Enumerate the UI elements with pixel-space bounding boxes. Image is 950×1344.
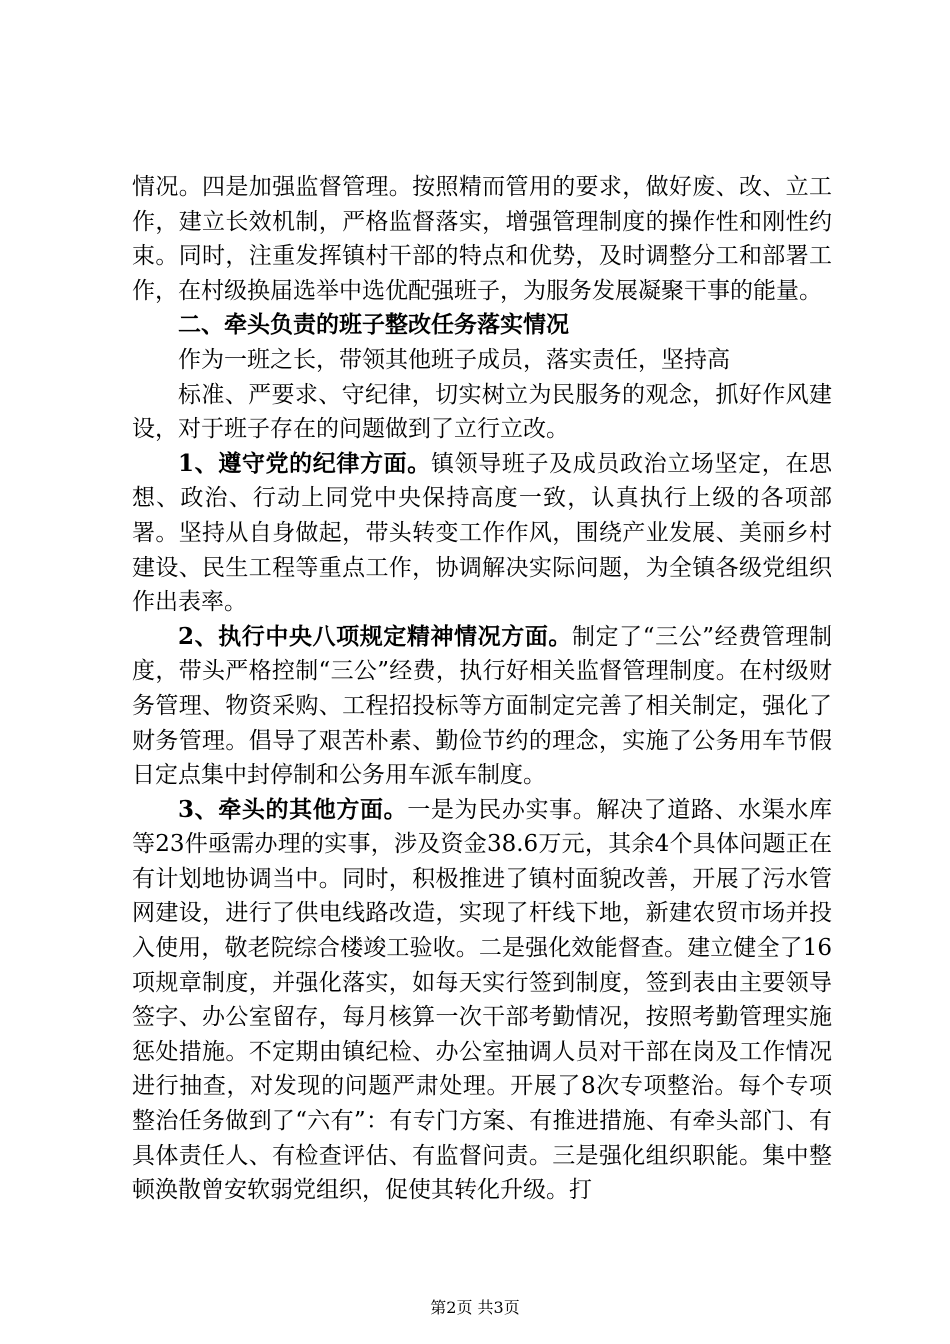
subsection-body-other-aspects: 一是为民办实事。解决了道路、水渠水库等23件亟需办理的实事，涉及资金38.6万元，其余4个具体问题正在有计划地协调当中。同时，积极推进了镇村面貌改善，开展了污水管网建设，进行了供电线路改造，实现了杆线下地，新建农贸市场并投入使用，敬老院综合楼竣工验收。二是强化效能督查。建立健全了16项规章制度，并强化落实，如每天实行签到制度，签到表由主要领导签字、办公室留存，每月核算一次干部考勤情况，按照考勤管理实施惩处措施。不定期由镇纪检、办公室抽调人员对干部在岗及工作情况进行抽查，对发现的问题严肃处理。开展了8次专项整治。每个专项整治任务做到了“六有”：有专门方案、有推进措施、有牵头部门、有具体责任人、有检查评估、有监督问责。三是强化组织职能。集中整顿涣散曾安软弱党组织，促使其转化升级。打 — [132, 796, 832, 1204]
page-footer: 第2页 共3页 — [430, 1298, 520, 1317]
subsection-body-discipline: 镇领导班子及成员政治立场坚定，在思想、政治、行动上同党中央保持高度一致，认真执行上级的各项部署。坚持从自身做起，带头转变工作作风，围绕产业发展、美丽乡村建设、民生工程等重点工作，协调解决实际问题，为全镇各级党组织作出表率。 — [132, 450, 833, 616]
subsection-body-eight-rules: 制定了“三公”经费管理制度，带头严格控制“三公”经费，执行好相关监督管理制度。在村级财务管理、物资采购、工程招投标等方面制定完善了相关制定，强化了财务管理。倡导了艰苦朴素、勤俭节约的理念，实施了公务用车节假日定点集中封停制和公务用车派车制度。 — [132, 623, 832, 789]
paragraph-continuation: 情况。四是加强监督管理。按照精而管用的要求，做好废、改、立工作，建立长效机制，严格监督落实，增强管理制度的操作性和刚性约束。同时，注重发挥镇村干部的特点和优势，及时调整分工和部署工作，在村级换届选举中选优配强班子，为服务发展凝聚干事的能量。 — [132, 174, 832, 304]
subsection-title-other-aspects: 3、牵头的其他方面。 — [178, 795, 408, 823]
document-body — [132, 170, 832, 1208]
subsection-title-discipline: 1、遵守党的纪律方面。 — [178, 449, 431, 477]
paragraph-other-aspects — [132, 793, 832, 1208]
paragraph-discipline — [132, 447, 832, 620]
paragraph-intro-rest: 标准、严要求、守纪律，切实树立为民服务的观念，抓好作风建设，对于班子存在的问题做到了立行立改。 — [132, 381, 832, 443]
section-heading: 二、牵头负责的班子整改任务落实情况 — [178, 311, 569, 339]
paragraph-eight-rules — [132, 620, 832, 793]
subsection-title-eight-rules: 2、执行中央八项规定精神情况方面。 — [178, 622, 572, 650]
paragraph-intro-line: 作为一班之长，带领其他班子成员，落实责任，坚持高 — [178, 346, 730, 373]
